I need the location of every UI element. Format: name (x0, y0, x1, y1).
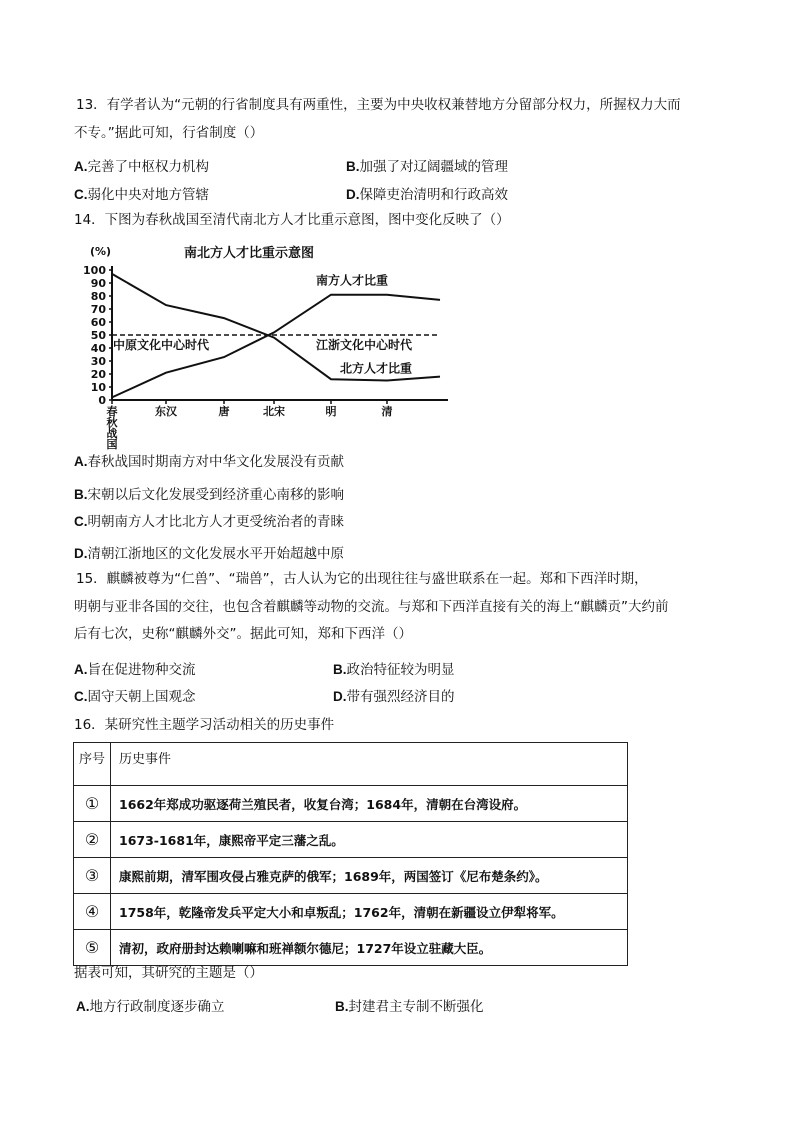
q14-option-c (74, 510, 344, 530)
table-row (74, 894, 628, 930)
q13-option-c (74, 183, 209, 203)
option-label: B. (346, 159, 360, 174)
option-text: 封建君主专制不断强化 (348, 999, 484, 1015)
row-event: 清初，政府册封达赖喇嘛和班禅额尔德尼；1727年设立驻藏大臣。 (111, 930, 628, 966)
option-text: 政治特征较为明显 (346, 662, 455, 678)
row-event: 1673-1681年，康熙帝平定三藩之乱。 (111, 822, 628, 858)
q14-stem: 14．下图为春秋战国至清代南北方人才比重示意图，图中变化反映了（） (74, 212, 510, 228)
option-label: B. (333, 662, 347, 677)
row-index: ④ (74, 894, 111, 930)
table-header-row (74, 743, 628, 786)
option-text: 宋朝以后文化发展受到经济重心南移的影响 (87, 487, 344, 503)
option-text: 保障吏治清明和行政高效 (359, 187, 508, 203)
table-row (74, 930, 628, 966)
history-events-table (73, 742, 628, 966)
y-tick-label: 80 (90, 290, 106, 303)
q16-option-b (335, 995, 484, 1015)
q16-option-a (76, 995, 225, 1015)
q13-stem-line1: 13．有学者认为“元朝的行省制度具有两重性，主要为中央收权兼替地方分留部分权力，所握权力大而 (76, 97, 681, 113)
q14-option-d (74, 542, 344, 562)
row-index: ③ (74, 858, 111, 894)
option-text: 春秋战国时期南方对中华文化发展没有贡献 (87, 454, 344, 470)
annotation-central-plains: 中原文化中心时代 (113, 338, 210, 352)
y-axis-unit: (%) (90, 245, 112, 258)
talent-ratio-chart (83, 238, 468, 451)
y-tick-label: 60 (90, 316, 106, 329)
y-tick-label: 30 (90, 355, 106, 368)
annotation-jiangzhe: 江浙文化中心时代 (316, 338, 413, 352)
option-label: C. (74, 514, 88, 529)
option-label: B. (74, 487, 88, 502)
q15-option-d (333, 685, 455, 705)
x-tick-label: 唐 (218, 405, 230, 418)
option-label: A. (74, 454, 88, 469)
q15-option-c (74, 685, 196, 705)
option-text: 清朝江浙地区的文化发展水平开始超越中原 (87, 546, 344, 562)
y-tick-label: 50 (90, 329, 106, 342)
y-tick-label: 70 (90, 303, 106, 316)
row-event: 康熙前期，清军围攻侵占雅克萨的俄军；1689年，两国签订《尼布楚条约》。 (111, 858, 628, 894)
x-tick-label: 明 (325, 405, 337, 418)
q14-option-a (74, 450, 344, 470)
option-text: 加强了对辽阔疆域的管理 (359, 159, 508, 175)
q15-stem-line1: 15．麒麟被尊为“仁兽”、“瑞兽”，古人认为它的出现往往与盛世联系在一起。郑和下西洋时期， (76, 571, 648, 587)
row-index: ⑤ (74, 930, 111, 966)
x-tick-label-char: 春 (106, 405, 118, 418)
chart-title: 南北方人才比重示意图 (184, 246, 315, 261)
x-tick-label-char: 战 (106, 427, 118, 440)
y-tick-label: 10 (90, 381, 106, 394)
x-tick-label-char: 秋 (106, 416, 118, 429)
q15-option-a (74, 658, 196, 678)
option-text: 带有强烈经济目的 (346, 689, 455, 705)
q13-option-d (346, 183, 508, 203)
option-text: 旨在促进物种交流 (87, 662, 196, 678)
option-label: C. (74, 689, 88, 704)
option-text: 弱化中央对地方管辖 (87, 187, 209, 203)
table-row (74, 822, 628, 858)
q13-stem-line2: 不专。”据此可知，行省制度（） (74, 125, 264, 141)
y-tick-label: 100 (83, 264, 106, 277)
row-event: 1662年郑成功驱逐荷兰殖民者，收复台湾；1684年，清朝在台湾设府。 (111, 786, 628, 822)
series-label-south: 南方人才比重 (316, 273, 389, 288)
x-tick-label: 清 (381, 405, 393, 418)
header-event: 历史事件 (111, 743, 628, 786)
x-tick-label: 北宋 (263, 405, 285, 418)
q16-stem: 16．某研究性主题学习活动相关的历史事件 (74, 717, 335, 733)
row-event: 1758年，乾隆帝发兵平定大小和卓叛乱；1762年，清朝在新疆设立伊犁将军。 (111, 894, 628, 930)
table-row (74, 786, 628, 822)
option-text: 完善了中枢权力机构 (87, 159, 209, 175)
option-label: D. (346, 187, 360, 202)
y-tick-label: 20 (90, 368, 106, 381)
option-label: A. (74, 159, 88, 174)
q13-option-a (74, 155, 209, 175)
y-tick-label: 0 (98, 394, 106, 407)
q14-option-b (74, 483, 344, 503)
option-label: D. (333, 689, 347, 704)
x-tick-label-char: 国 (106, 438, 118, 451)
option-text: 明朝南方人才比北方人才更受统治者的青睐 (87, 514, 344, 530)
q15-stem-line2: 明朝与亚非各国的交往，也包含着麒麟等动物的交流。与郑和下西洋直接有关的海上“麒麟贡”大约前 (74, 599, 669, 615)
header-index: 序号 (74, 743, 111, 786)
option-label: A. (74, 662, 88, 677)
series-label-north: 北方人才比重 (340, 361, 413, 376)
y-tick-label: 90 (90, 277, 106, 290)
y-tick-label: 40 (90, 342, 106, 355)
x-tick-label: 东汉 (155, 405, 177, 418)
q16-after-table: 据表可知，其研究的主题是（） (74, 965, 263, 981)
option-text: 固守天朝上国观念 (87, 689, 196, 705)
q13-option-b (346, 155, 508, 175)
option-text: 地方行政制度逐步确立 (89, 999, 225, 1015)
option-label: B. (335, 999, 349, 1014)
option-label: A. (76, 999, 90, 1014)
row-index: ② (74, 822, 111, 858)
option-label: D. (74, 546, 88, 561)
q15-option-b (333, 658, 455, 678)
option-label: C. (74, 187, 88, 202)
table-row (74, 858, 628, 894)
q15-stem-line3: 后有七次，史称“麒麟外交”。据此可知，郑和下西洋（） (74, 626, 412, 642)
row-index: ① (74, 786, 111, 822)
